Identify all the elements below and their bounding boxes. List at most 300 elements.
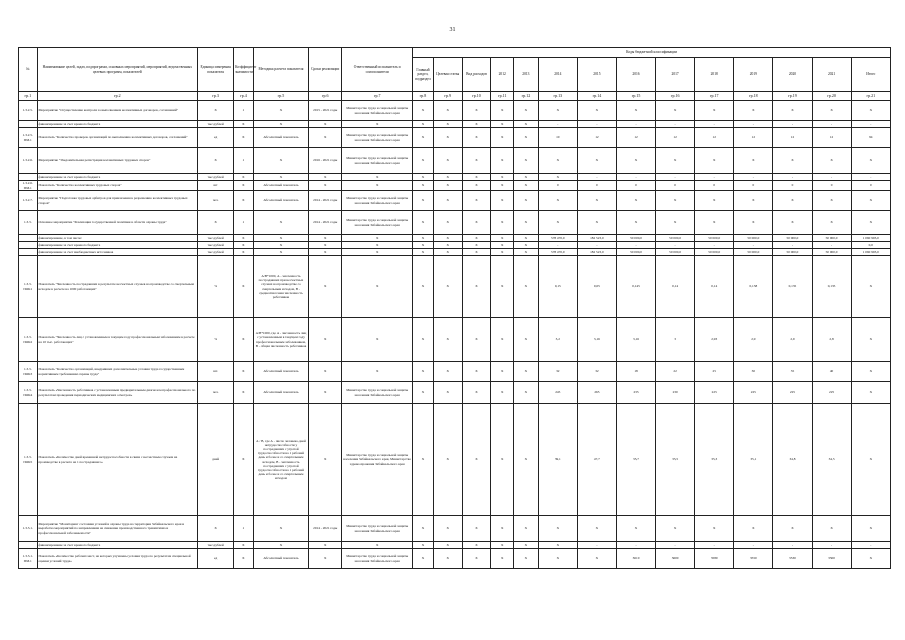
row-name: Показатель "Количество проверок организаций по выполнению коллективных договоров, соглашений" — [37, 128, 198, 148]
row-main-section: X — [413, 549, 434, 569]
row-method: Абсолютный показатель — [253, 181, 309, 191]
row-year-value: - — [773, 174, 812, 181]
row-name: Показатель «Количество дней временной нетрудоспособности в связи с несчастным случаем на производстве в расчете на 1 пострадавшего» — [37, 404, 198, 516]
row-year-value: X — [514, 542, 539, 549]
row-year-value: X — [773, 211, 812, 235]
row-year-value: - — [695, 242, 734, 249]
row-year-value: X — [514, 249, 539, 256]
row-year-value: - — [616, 174, 655, 181]
row-name: Показатель "Количество коллективных трудовых споров" — [37, 181, 198, 191]
row-year-value: 225 — [695, 382, 734, 404]
row-year-value: X — [695, 191, 734, 211]
column-number: гр.11 — [491, 92, 514, 101]
row-year-value: X — [538, 191, 577, 211]
row-year-value: - — [773, 242, 812, 249]
row-target-article: X — [433, 256, 462, 318]
row-year-value: X — [616, 191, 655, 211]
row-year-value: X — [616, 211, 655, 235]
row-coef: X — [234, 121, 254, 128]
row-method: А/В*1000, где А - численность лиц с установленным в текущем году профессиональным заболеванием, В - общая численность работников — [253, 318, 309, 362]
row-year-value: 50 000,0 — [616, 249, 655, 256]
row-unit: тыс.рублей — [198, 249, 234, 256]
column-number: гр.16 — [656, 92, 695, 101]
row-year-value: X — [734, 191, 773, 211]
row-main-section: X — [413, 404, 434, 516]
row-year-value: 50 000,0 — [773, 235, 812, 242]
row-year-value: X — [514, 181, 539, 191]
row-responsible: X — [342, 121, 413, 128]
row-year-value: X — [514, 191, 539, 211]
row-expense-type: X — [462, 249, 491, 256]
row-responsible: X — [342, 542, 413, 549]
row-term: X — [309, 181, 342, 191]
row-target-article: X — [433, 318, 462, 362]
row-year-value: X — [514, 148, 539, 174]
row-total: X — [851, 549, 890, 569]
row-unit: шт. — [198, 362, 234, 382]
row-id: 1.3.2.7. — [19, 191, 38, 211]
row-expense-type: X — [462, 174, 491, 181]
row-year-value: 0,145 — [616, 256, 655, 318]
row-term: X — [309, 382, 342, 404]
row-expense-type: X — [462, 121, 491, 128]
row-year-value: X — [491, 256, 514, 318]
row-year-value: X — [538, 174, 577, 181]
header-expense-type: Вид расходов — [462, 58, 491, 92]
row-expense-type: X — [462, 211, 491, 235]
table-row — [19, 549, 891, 569]
row-term: 2016 - 2021 годы — [309, 148, 342, 174]
row-year-value: - — [616, 121, 655, 128]
row-unit: тыс.рублей — [198, 121, 234, 128]
row-year-value: X — [538, 148, 577, 174]
row-year-value: 182 523,0 — [577, 235, 616, 242]
column-number-row — [19, 92, 891, 101]
row-year-value: X — [734, 148, 773, 174]
row-id: 1.3.3. ПОК2 — [19, 318, 38, 362]
row-id: 1.3.3. ПОК5 — [19, 404, 38, 516]
row-year-value: X — [514, 101, 539, 121]
row-target-article: X — [433, 404, 462, 516]
row-name: Показатель "Численность лиц с установленным в текущем году профессиональным заболеванием в расчете на 10 тыс. работающих" — [37, 318, 198, 362]
row-year-value: 39,1 — [538, 404, 577, 516]
row-responsible: Министерство труда и социальной защиты населения Забайкальского края — [342, 148, 413, 174]
row-year-value: X — [514, 362, 539, 382]
row-year-value: - — [577, 542, 616, 549]
row-unit: тыс.рублей — [198, 242, 234, 249]
row-year-value: 3580 — [695, 549, 734, 569]
row-term: X — [309, 128, 342, 148]
row-unit: тыс.рублей — [198, 174, 234, 181]
header-year-2014: 2014 — [538, 58, 577, 92]
row-total: 1 060 993,0 — [851, 235, 890, 242]
row-year-value: 2,9 — [773, 318, 812, 362]
row-year-value: X — [491, 318, 514, 362]
row-year-value: 50 000,0 — [734, 235, 773, 242]
row-unit: дней — [198, 404, 234, 516]
row-year-value: - — [734, 174, 773, 181]
row-year-value: X — [491, 121, 514, 128]
row-year-value: 3,16 — [616, 318, 655, 362]
row-term: X — [309, 318, 342, 362]
column-number: гр.18 — [734, 92, 773, 101]
row-unit: X — [198, 101, 234, 121]
column-number: гр.7 — [342, 92, 413, 101]
row-total: X — [851, 404, 890, 516]
header-coef: Коэффициент значимости — [234, 48, 254, 92]
row-expense-type: X — [462, 549, 491, 569]
row-year-value: 40 — [812, 362, 851, 382]
row-coef: 1 — [234, 101, 254, 121]
row-year-value: 0 — [577, 181, 616, 191]
row-year-value: - — [538, 242, 577, 249]
row-main-section: X — [413, 362, 434, 382]
row-name: финансирование за счет краевого бюджета — [37, 121, 198, 128]
row-method: X — [253, 121, 309, 128]
row-year-value: 0,15 — [538, 256, 577, 318]
row-id — [19, 174, 38, 181]
row-year-value: 3530 — [773, 549, 812, 569]
row-year-value: - — [616, 242, 655, 249]
row-year-value: X — [656, 101, 695, 121]
table-row — [19, 211, 891, 235]
row-expense-type: X — [462, 256, 491, 318]
row-year-value: X — [812, 516, 851, 542]
row-target-article: X — [433, 242, 462, 249]
row-year-value: 0 — [812, 181, 851, 191]
row-year-value: X — [577, 516, 616, 542]
row-year-value: - — [773, 542, 812, 549]
row-year-value: 50 000,0 — [812, 249, 851, 256]
row-term: X — [309, 404, 342, 516]
row-year-value: X — [514, 549, 539, 569]
row-year-value: 50 000,0 — [616, 235, 655, 242]
row-year-value: 2,8 — [812, 318, 851, 362]
row-year-value: 0 — [734, 181, 773, 191]
table-row — [19, 191, 891, 211]
row-year-value: 225 — [734, 382, 773, 404]
row-unit: чел. — [198, 191, 234, 211]
program-indicators-table — [18, 47, 891, 569]
row-year-value: X — [656, 191, 695, 211]
row-responsible: Министерство труда и социальной защиты населения Забайкальского края — [342, 516, 413, 542]
row-main-section: X — [413, 148, 434, 174]
row-year-value: 35,5 — [656, 404, 695, 516]
row-coef: 1 — [234, 148, 254, 174]
row-coef: X — [234, 362, 254, 382]
row-year-value: 245 — [538, 382, 577, 404]
row-main-section: X — [413, 211, 434, 235]
row-year-value: 225 — [773, 382, 812, 404]
header-term: Сроки реализации — [309, 48, 342, 92]
row-id — [19, 121, 38, 128]
row-main-section: X — [413, 121, 434, 128]
row-term: X — [309, 121, 342, 128]
row-year-value: 50 000,0 — [773, 249, 812, 256]
row-method: X — [253, 148, 309, 174]
row-unit: X — [198, 148, 234, 174]
row-year-value: X — [773, 191, 812, 211]
row-year-value: 578 470,0 — [538, 235, 577, 242]
row-total: - — [851, 121, 890, 128]
financing-row — [19, 121, 891, 128]
row-expense-type: X — [462, 128, 491, 148]
row-year-value: 30 — [734, 362, 773, 382]
row-expense-type: X — [462, 101, 491, 121]
row-year-value: X — [812, 101, 851, 121]
row-year-value: 35 — [773, 362, 812, 382]
row-coef: X — [234, 256, 254, 318]
row-year-value: 265 — [577, 382, 616, 404]
row-year-value: 32 — [577, 362, 616, 382]
row-total: X — [851, 148, 890, 174]
row-year-value: X — [656, 516, 695, 542]
column-number: гр.17 — [695, 92, 734, 101]
row-unit: ед — [198, 128, 234, 148]
row-year-value: X — [538, 549, 577, 569]
row-year-value: 0,138 — [734, 256, 773, 318]
financing-row — [19, 249, 891, 256]
row-name: финансирование за счет краевого бюджета — [37, 542, 198, 549]
row-year-value: X — [616, 148, 655, 174]
row-year-value: X — [514, 128, 539, 148]
row-year-value: X — [491, 191, 514, 211]
row-year-value: 22 — [656, 362, 695, 382]
financing-row — [19, 235, 891, 242]
table-row — [19, 128, 891, 148]
header-unit: Единица измерения показателя — [198, 48, 234, 92]
row-year-value: X — [514, 242, 539, 249]
row-year-value: 50 000,0 — [656, 235, 695, 242]
row-year-value: X — [616, 516, 655, 542]
row-year-value: X — [514, 516, 539, 542]
row-method: Абсолютный показатель — [253, 362, 309, 382]
row-target-article: X — [433, 542, 462, 549]
row-main-section: X — [413, 542, 434, 549]
row-year-value: 12 — [616, 128, 655, 148]
row-responsible: X — [342, 318, 413, 362]
column-number: гр.15 — [616, 92, 655, 101]
row-method: X — [253, 542, 309, 549]
row-responsible: Министерство труда и социальной защиты населения Забайкальского края — [342, 101, 413, 121]
row-responsible: X — [342, 235, 413, 242]
row-year-value: X — [695, 101, 734, 121]
row-term: X — [309, 542, 342, 549]
row-year-value: 3610 — [616, 549, 655, 569]
row-year-value: 182 523,0 — [577, 249, 616, 256]
row-name: Мероприятие "Подготовка трудовых арбитров для привлечения к разрешению коллективных трудовых споров" — [37, 191, 198, 211]
row-year-value: 0 — [773, 181, 812, 191]
table-row — [19, 362, 891, 382]
row-year-value: X — [734, 211, 773, 235]
row-term: X — [309, 549, 342, 569]
header-main-section: Главный раздел, подраздел — [413, 58, 434, 92]
row-year-value: X — [491, 211, 514, 235]
row-year-value: X — [812, 211, 851, 235]
column-number: гр.5 — [253, 92, 309, 101]
row-coef: X — [234, 128, 254, 148]
column-number: гр.12 — [514, 92, 539, 101]
header-total: Итого — [851, 58, 890, 92]
header-year-2018: 2018 — [695, 58, 734, 92]
row-year-value: 0,135 — [812, 256, 851, 318]
row-name: финансирование, в том числе: — [37, 235, 198, 242]
row-year-value: X — [616, 101, 655, 121]
row-name: финансирование за счет краевого бюджета — [37, 174, 198, 181]
row-expense-type: X — [462, 242, 491, 249]
row-method: X — [253, 242, 309, 249]
header-year-2016: 2016 — [616, 58, 655, 92]
row-year-value: - — [656, 242, 695, 249]
row-year-value: X — [491, 242, 514, 249]
row-target-article: X — [433, 549, 462, 569]
row-id: 1.3.3.1. — [19, 516, 38, 542]
row-total: X — [851, 256, 890, 318]
row-method: X — [253, 516, 309, 542]
row-expense-type: X — [462, 148, 491, 174]
row-method: X — [253, 235, 309, 242]
row-method: А / В, где А - число человеко-дней нетрудоспособности у пострадавших с утратой трудоспособности на 1 рабочий день и более и со смертельным исходом, В - численность пострадавших с утратой трудоспособности на 1 рабочий день и более и со смертельным исходом — [253, 404, 309, 516]
row-year-value: 50 000,0 — [695, 249, 734, 256]
row-year-value: X — [538, 101, 577, 121]
row-expense-type: X — [462, 318, 491, 362]
row-coef: X — [234, 382, 254, 404]
row-unit: ед — [198, 549, 234, 569]
row-year-value: - — [656, 174, 695, 181]
row-year-value: X — [577, 211, 616, 235]
row-year-value: 47,7 — [577, 404, 616, 516]
row-year-value: X — [577, 549, 616, 569]
row-year-value: 230 — [656, 382, 695, 404]
row-year-value: 3 — [656, 318, 695, 362]
row-year-value: X — [491, 174, 514, 181]
row-year-value: 50 000,0 — [812, 235, 851, 242]
row-year-value: X — [538, 542, 577, 549]
row-method: X — [253, 249, 309, 256]
row-main-section: X — [413, 318, 434, 362]
row-year-value: X — [538, 211, 577, 235]
row-id — [19, 542, 38, 549]
table-row — [19, 181, 891, 191]
row-name: Мероприятие "Осуществление контроля за выполнением коллективных договоров, соглашений" — [37, 101, 198, 121]
row-year-value: - — [695, 542, 734, 549]
row-target-article: X — [433, 121, 462, 128]
row-year-value: X — [734, 101, 773, 121]
row-year-value: - — [812, 242, 851, 249]
row-year-value: X — [491, 542, 514, 549]
row-year-value: X — [812, 191, 851, 211]
row-coef: X — [234, 235, 254, 242]
row-total: - — [851, 174, 890, 181]
table-row — [19, 101, 891, 121]
row-year-value: 0 — [695, 181, 734, 191]
row-name: Мероприятие "Мониторинг состояния условий и охраны труда на территории Забайкальского края и выработка мероприятий по направлениям на снижение производственного травматизма и профессиональной заболеваемости" — [37, 516, 198, 542]
column-number: гр.6 — [309, 92, 342, 101]
row-coef: X — [234, 318, 254, 362]
header-target-article: Целевая статья — [433, 58, 462, 92]
row-main-section: X — [413, 191, 434, 211]
row-unit: тыс.рублей — [198, 542, 234, 549]
row-main-section: X — [413, 235, 434, 242]
row-year-value: X — [514, 121, 539, 128]
row-target-article: X — [433, 148, 462, 174]
row-year-value: X — [812, 148, 851, 174]
header-budget-codes: Коды бюджетной классификации — [413, 48, 891, 58]
row-year-value: X — [577, 148, 616, 174]
row-year-value: X — [577, 191, 616, 211]
header-year-2012: 2012 — [491, 58, 514, 92]
row-coef: X — [234, 174, 254, 181]
row-id: 1.3.3. — [19, 211, 38, 235]
row-unit: тыс.рублей — [198, 235, 234, 242]
column-number: гр.20 — [812, 92, 851, 101]
row-main-section: X — [413, 516, 434, 542]
row-coef: X — [234, 181, 254, 191]
row-expense-type: X — [462, 404, 491, 516]
row-term: 2014 - 2021 годы — [309, 516, 342, 542]
row-year-value: 12 — [577, 128, 616, 148]
row-total: X — [851, 211, 890, 235]
row-responsible: X — [342, 181, 413, 191]
row-id — [19, 249, 38, 256]
row-coef: X — [234, 549, 254, 569]
row-main-section: X — [413, 242, 434, 249]
header-year-2020: 2020 — [773, 58, 812, 92]
row-responsible: X — [342, 362, 413, 382]
row-method: Абсолютный показатель — [253, 128, 309, 148]
row-year-value: X — [514, 256, 539, 318]
row-target-article: X — [433, 191, 462, 211]
row-coef: X — [234, 191, 254, 211]
row-year-value: 50 000,0 — [656, 249, 695, 256]
row-target-article: X — [433, 516, 462, 542]
row-term: 2015 - 2021 годы — [309, 101, 342, 121]
row-year-value: 12 — [812, 128, 851, 148]
row-year-value: 0,135 — [773, 256, 812, 318]
table-row — [19, 382, 891, 404]
row-total: 94 — [851, 128, 890, 148]
row-term: X — [309, 249, 342, 256]
row-year-value: X — [695, 516, 734, 542]
row-total: - — [851, 542, 890, 549]
row-target-article: X — [433, 181, 462, 191]
row-year-value: 50 000,0 — [695, 235, 734, 242]
row-year-value: 32 — [538, 362, 577, 382]
row-year-value: - — [812, 174, 851, 181]
row-year-value: X — [491, 382, 514, 404]
row-year-value: - — [695, 174, 734, 181]
header-year-2013: 2013 — [514, 58, 539, 92]
header-year-2021: 2021 — [812, 58, 851, 92]
row-expense-type: X — [462, 191, 491, 211]
row-year-value: - — [538, 121, 577, 128]
row-unit: чел. — [198, 382, 234, 404]
column-number: гр.4 — [234, 92, 254, 101]
row-year-value: - — [577, 121, 616, 128]
row-year-value: 3,16 — [577, 318, 616, 362]
row-total: X — [851, 382, 890, 404]
row-total: 1 060 993,0 — [851, 249, 890, 256]
row-total: 0,0 — [851, 242, 890, 249]
row-year-value: X — [491, 148, 514, 174]
row-year-value: 0,05 — [577, 256, 616, 318]
row-year-value: X — [514, 318, 539, 362]
row-year-value: X — [695, 148, 734, 174]
row-year-value: X — [514, 382, 539, 404]
row-year-value: X — [491, 362, 514, 382]
row-year-value: X — [491, 549, 514, 569]
row-method: Абсолютный показатель — [253, 191, 309, 211]
